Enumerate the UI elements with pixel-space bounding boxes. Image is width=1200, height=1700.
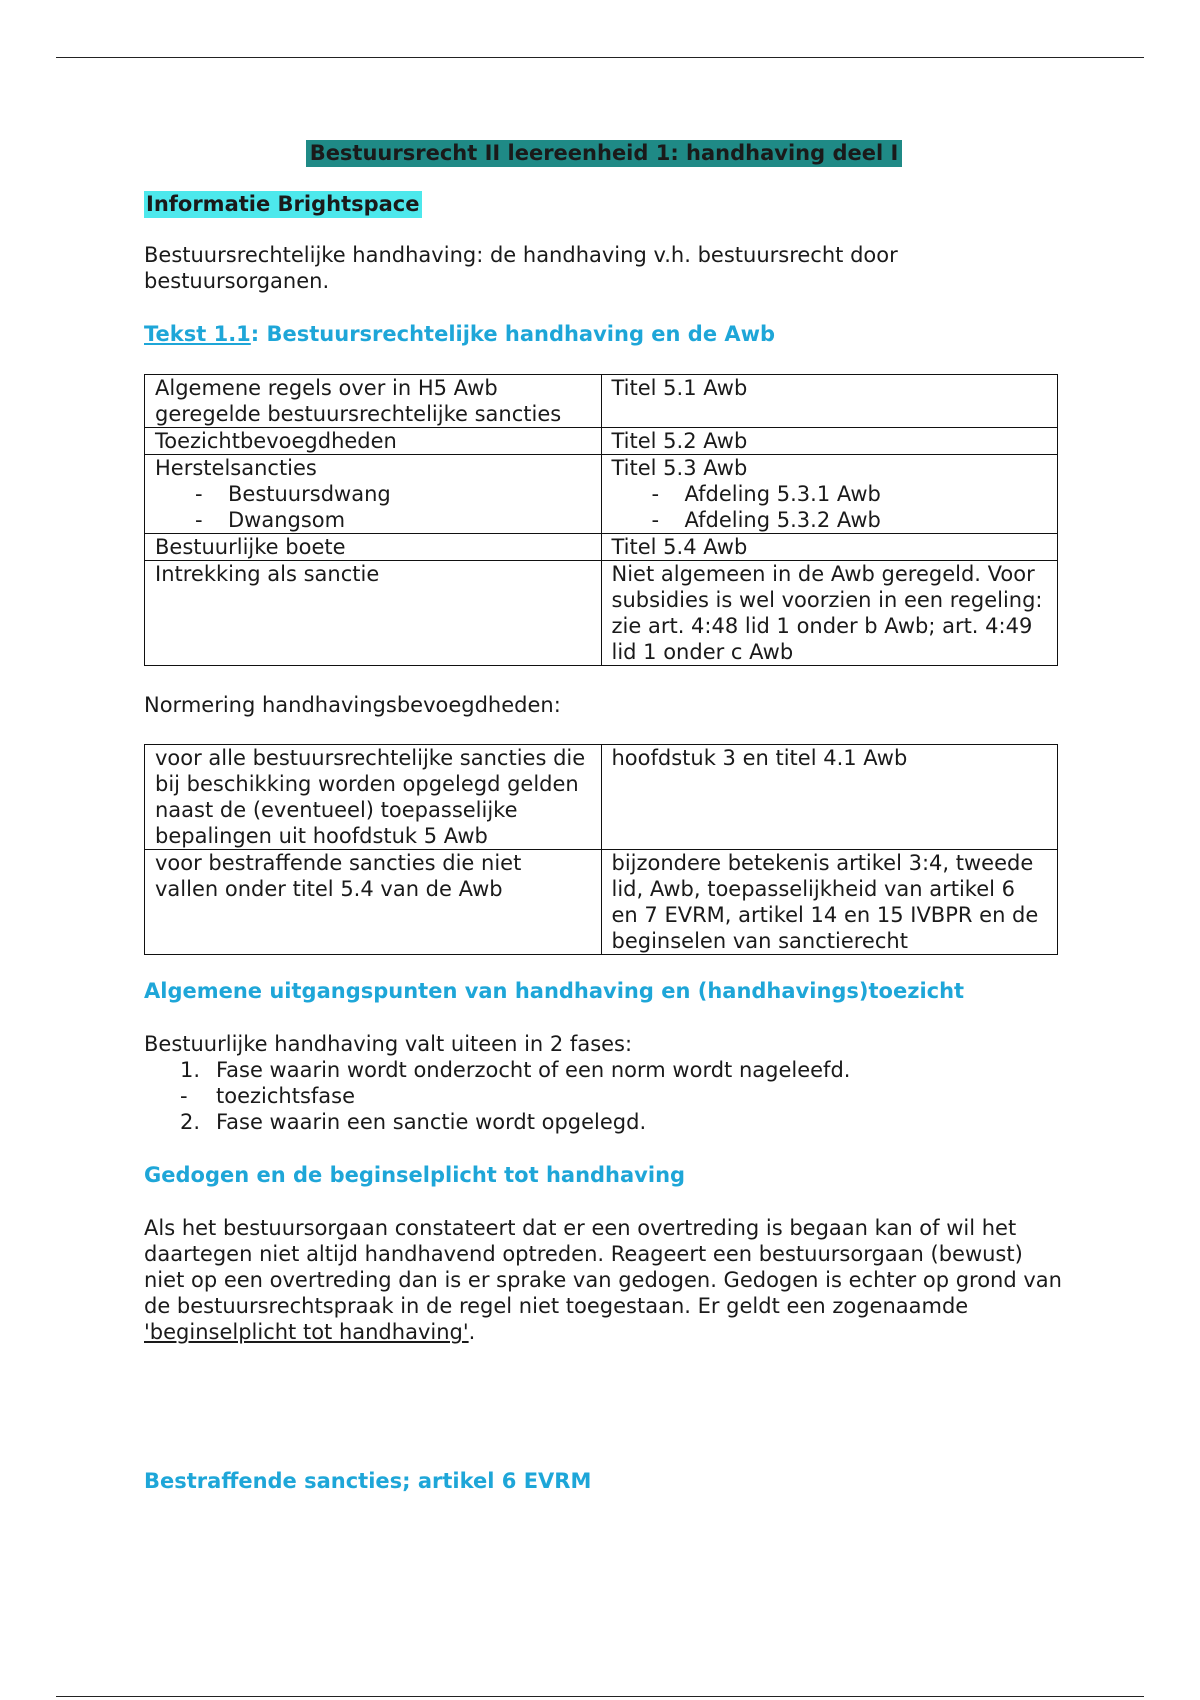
list-marker: - xyxy=(180,1084,188,1108)
dash-list xyxy=(155,481,591,533)
footer-rule xyxy=(56,1696,1144,1697)
paragraph-text: Als het bestuursorgaan constateert dat er een overtreding is begaan kan of wil het daartegen niet altijd handhavend optreden. Reageert een bestuursorgaan (bewust) niet op een overtreding dan is er sprake van gedogen. Gedogen is echter op grond van de bestuursrechtspraak in de regel niet toegestaan. Er geldt een zogenaamde xyxy=(144,1216,1062,1318)
table-cell xyxy=(145,455,602,534)
gedogen-paragraph xyxy=(144,1215,1064,1345)
table-cell: voor bestraffende sancties die niet vallen onder titel 5.4 van de Awb xyxy=(145,850,602,955)
table-cell: Titel 5.1 Awb xyxy=(601,375,1058,428)
info-heading: Informatie Brightspace xyxy=(146,192,420,216)
table-row xyxy=(145,850,1058,955)
awb-table xyxy=(144,374,1058,666)
list-text: Fase waarin wordt onderzocht of een norm wordt nageleefd. xyxy=(216,1058,851,1082)
list-marker: 1. xyxy=(180,1058,201,1082)
header-rule xyxy=(56,57,1144,58)
table-cell: Toezichtbevoegdheden xyxy=(145,428,602,455)
list-item xyxy=(144,1083,1064,1109)
table-cell: hoofdstuk 3 en titel 4.1 Awb xyxy=(601,745,1058,850)
list-item: - Bestuursdwang xyxy=(195,481,591,507)
section-heading-gedogen: Gedogen en de beginselplicht tot handhaving xyxy=(144,1163,686,1187)
section-heading-bestraffende: Bestraffende sancties; artikel 6 EVRM xyxy=(144,1469,592,1493)
list-item xyxy=(144,1109,1064,1135)
table-row xyxy=(145,534,1058,561)
table-cell: bijzondere betekenis artikel 3:4, tweede lid, Awb, toepasselijkheid van artikel 6 en 7 EVRM, artikel 14 en 15 IVBPR en de beginselen van sanctierecht xyxy=(601,850,1058,955)
table-row xyxy=(145,428,1058,455)
list-item xyxy=(144,1057,1064,1083)
table-cell: Titel 5.2 Awb xyxy=(601,428,1058,455)
dash-list xyxy=(612,481,1048,533)
table-cell: Niet algemeen in de Awb geregeld. Voor subsidies is wel voorzien in een regeling: zie art. 4:48 lid 1 onder b Awb; art. 4:49 lid 1 onder c Awb xyxy=(601,561,1058,666)
list-item: - Dwangsom xyxy=(195,507,591,533)
norm-table xyxy=(144,744,1058,955)
table-cell: voor alle bestuursrechtelijke sancties die bij beschikking worden opgelegd gelden naast de (eventueel) toepasselijke bepalingen uit hoofdstuk 5 Awb xyxy=(145,745,602,850)
tekst-link[interactable]: Tekst 1.1 xyxy=(144,322,251,346)
table-row xyxy=(145,561,1058,666)
list-text: toezichtsfase xyxy=(216,1084,356,1108)
table-cell: Bestuurlijke boete xyxy=(145,534,602,561)
list-item: - Afdeling 5.3.1 Awb xyxy=(652,481,1048,507)
list-item: - Afdeling 5.3.2 Awb xyxy=(652,507,1048,533)
table-row xyxy=(145,375,1058,428)
phases-intro: Bestuurlijke handhaving valt uiteen in 2 fases: xyxy=(144,1032,633,1056)
phases-list xyxy=(144,1057,1064,1135)
section-heading-uitgangspunten: Algemene uitgangspunten van handhaving en (handhavings)toezicht xyxy=(144,979,965,1003)
table-cell: Titel 5.4 Awb xyxy=(601,534,1058,561)
section-heading-tekst xyxy=(144,320,1064,348)
paragraph-end: . xyxy=(468,1320,476,1344)
beginselplicht-quote: 'beginselplicht tot handhaving' xyxy=(144,1320,469,1344)
section-heading-rest: : Bestuursrechtelijke handhaving en de Awb xyxy=(250,322,776,346)
intro-paragraph: Bestuursrechtelijke handhaving: de handhaving v.h. bestuursrecht door bestuursorganen. xyxy=(144,243,898,293)
table-cell: Algemene regels over in H5 Awb geregelde bestuursrechtelijke sancties xyxy=(145,375,602,428)
cell-text: Herstelsancties xyxy=(155,456,317,480)
list-text: Fase waarin een sanctie wordt opgelegd. xyxy=(216,1110,647,1134)
document-body xyxy=(144,140,1064,1495)
table-cell: Intrekking als sanctie xyxy=(145,561,602,666)
table-row xyxy=(145,745,1058,850)
cell-text: Titel 5.3 Awb xyxy=(611,456,748,480)
document-title: Bestuursrecht II leereenheid 1: handhaving deel I xyxy=(306,140,903,167)
table-cell xyxy=(601,455,1058,534)
list-marker: 2. xyxy=(180,1110,201,1134)
table-row xyxy=(145,455,1058,534)
norm-label: Normering handhavingsbevoegdheden: xyxy=(144,693,561,717)
